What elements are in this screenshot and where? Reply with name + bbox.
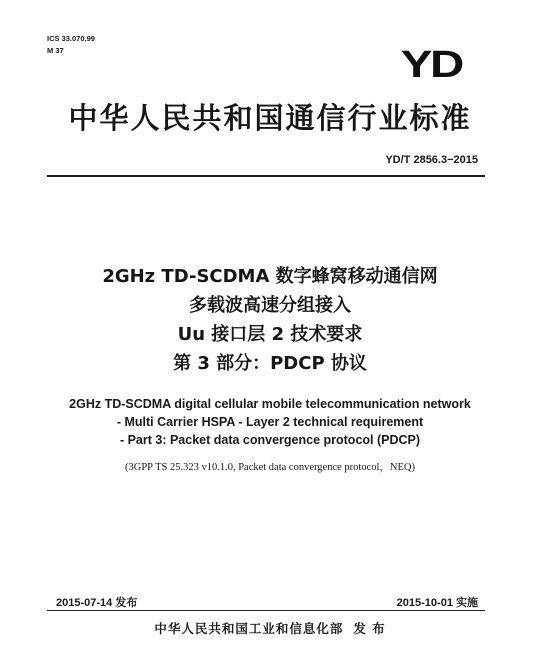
- english-title-line: - Part 3: Packet data convergence protocol (PDCP): [119, 433, 421, 447]
- issuer-suffix: 发 布: [353, 621, 386, 636]
- yd-logo: YD: [401, 44, 462, 86]
- classification-codes: [47, 33, 95, 57]
- ics-code: ICS 33.070.99: [47, 34, 95, 43]
- category-code: M 37: [47, 46, 64, 55]
- chinese-title-line: Uu 接口层 2 技术要求: [177, 324, 363, 345]
- effective-date: 2015-10-01 实施: [396, 597, 478, 609]
- chinese-title-line: 多载波高速分组接入: [189, 295, 351, 316]
- standard-title: 中华人民共和国通信行业标准: [68, 101, 472, 135]
- english-title-line: 2GHz TD-SCDMA digital cellular mobile telecommunication network: [69, 397, 471, 411]
- issuing-authority: [0, 619, 540, 637]
- chinese-title-line: 2GHz TD-SCDMA 数字蜂窝移动通信网: [102, 266, 438, 287]
- chinese-title: [0, 262, 540, 378]
- english-title-line: - Multi Carrier HSPA - Layer 2 technical requirement: [116, 415, 424, 429]
- chinese-title-line: 第 3 部分：PDCP 协议: [173, 353, 367, 374]
- issue-date: 2015-07-14 发布: [56, 597, 138, 609]
- header-divider: [47, 175, 485, 177]
- issuer-name: 中华人民共和国工业和信息化部: [154, 621, 344, 636]
- reference-note: (3GPP TS 25.323 v10.1.0, Packet data convergence protocol，NEQ): [125, 462, 415, 473]
- footer-divider: [47, 610, 485, 611]
- english-title: [0, 395, 540, 449]
- standard-number: YD/T 2856.3−2015: [385, 154, 478, 166]
